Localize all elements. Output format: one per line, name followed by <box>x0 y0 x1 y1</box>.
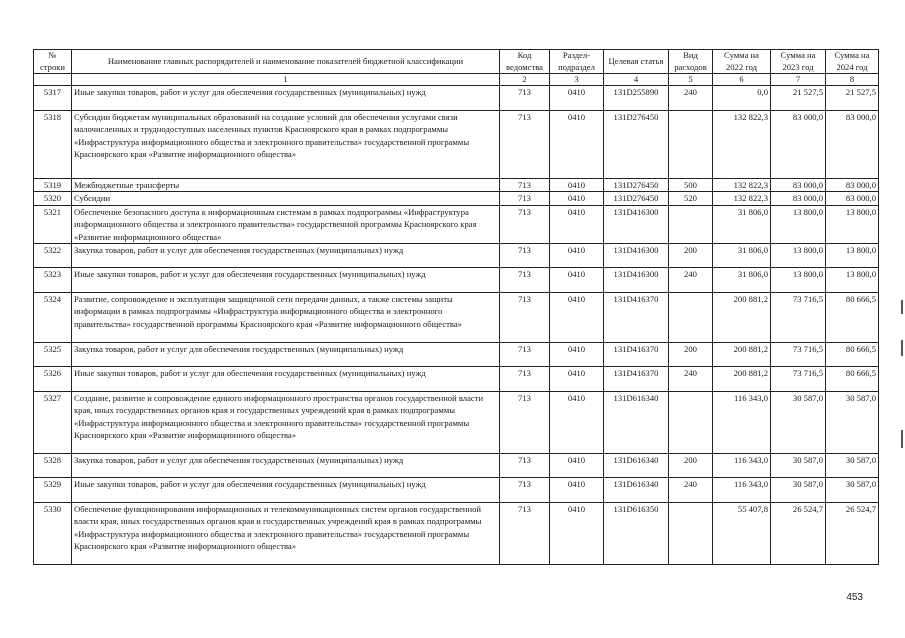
column-number-row <box>34 74 879 86</box>
section-code: 0410 <box>550 367 604 392</box>
expense-kind: 500 <box>669 179 713 192</box>
section-code: 0410 <box>550 86 604 111</box>
target-article: 131D416370 <box>604 367 669 392</box>
section-code: 0410 <box>550 179 604 192</box>
department-code: 713 <box>500 293 550 343</box>
sum-2022: 116 343,0 <box>713 392 771 454</box>
header-section: Раздел-подраздел <box>550 50 604 74</box>
row-name: Субсидии бюджетам муниципальных образований на создание условий для обеспечения услугами связи малочисленных и труднодоступных населенных пунктов Красноярского края в рамках подпрограммы «Инфраструктура информационного общества и электронного правительства» государственной программы Красноярского края «Развитие информационного общества» <box>72 111 500 179</box>
table-row <box>34 205 879 243</box>
table-row <box>34 179 879 192</box>
department-code: 713 <box>500 244 550 268</box>
row-name: Иные закупки товаров, работ и услуг для обеспечения государственных (муниципальных) нужд <box>72 367 500 392</box>
target-article: 131D616340 <box>604 454 669 478</box>
department-code: 713 <box>500 367 550 392</box>
sum-2022: 132 822,3 <box>713 111 771 179</box>
column-number <box>34 74 72 86</box>
sum-2023: 73 716,5 <box>771 293 826 343</box>
row-name: Закупка товаров, работ и услуг для обеспечения государственных (муниципальных) нужд <box>72 343 500 367</box>
sum-2023: 26 524,7 <box>771 503 826 565</box>
sum-2022: 116 343,0 <box>713 478 771 503</box>
sum-2022: 31 806,0 <box>713 268 771 293</box>
row-name: Иные закупки товаров, работ и услуг для обеспечения государственных (муниципальных) нужд <box>72 478 500 503</box>
table-row <box>34 293 879 343</box>
table-row <box>34 268 879 293</box>
row-name: Субсидии <box>72 192 500 205</box>
row-name: Иные закупки товаров, работ и услуг для обеспечения государственных (муниципальных) нужд <box>72 268 500 293</box>
sum-2024: 30 587,0 <box>826 478 879 503</box>
expense-kind: 200 <box>669 343 713 367</box>
sum-2022: 200 881,2 <box>713 367 771 392</box>
department-code: 713 <box>500 343 550 367</box>
section-code: 0410 <box>550 343 604 367</box>
section-code: 0410 <box>550 244 604 268</box>
target-article: 131D616340 <box>604 478 669 503</box>
row-number: 5324 <box>34 293 72 343</box>
section-code: 0410 <box>550 503 604 565</box>
table-body <box>34 86 879 565</box>
table-row <box>34 454 879 478</box>
department-code: 713 <box>500 454 550 478</box>
sum-2024: 30 587,0 <box>826 392 879 454</box>
department-code: 713 <box>500 179 550 192</box>
column-number: 3 <box>550 74 604 86</box>
expense-kind: 520 <box>669 192 713 205</box>
header-department-code: Код ведомства <box>500 50 550 74</box>
row-number: 5322 <box>34 244 72 268</box>
table-row <box>34 111 879 179</box>
row-name: Обеспечение функционирования информационных и телекоммуникационных систем органов государственной власти края, иных государственных органов края и государственных учреждений края в рамках подпрограммы «Инфраструктура информационного общества и электронного правительства» государственной программы Красноярского края «Развитие информационного общества» <box>72 503 500 565</box>
expense-kind: 240 <box>669 86 713 111</box>
sum-2022: 132 822,3 <box>713 179 771 192</box>
section-code: 0410 <box>550 111 604 179</box>
sum-2024: 83 000,0 <box>826 111 879 179</box>
section-code: 0410 <box>550 293 604 343</box>
column-number: 4 <box>604 74 669 86</box>
target-article: 131D616340 <box>604 392 669 454</box>
sum-2023: 83 000,0 <box>771 111 826 179</box>
row-name: Иные закупки товаров, работ и услуг для обеспечения государственных (муниципальных) нужд <box>72 86 500 111</box>
sum-2022: 132 822,3 <box>713 192 771 205</box>
table-row <box>34 192 879 205</box>
target-article: 131D616350 <box>604 503 669 565</box>
target-article: 131D276450 <box>604 179 669 192</box>
target-article: 131D416300 <box>604 205 669 243</box>
sum-2022: 55 407,8 <box>713 503 771 565</box>
sum-2023: 73 716,5 <box>771 367 826 392</box>
target-article: 131D416300 <box>604 268 669 293</box>
row-name: Закупка товаров, работ и услуг для обеспечения государственных (муниципальных) нужд <box>72 454 500 478</box>
expense-kind: 200 <box>669 244 713 268</box>
sum-2023: 13 800,0 <box>771 268 826 293</box>
expense-kind <box>669 293 713 343</box>
sum-2024: 83 000,0 <box>826 179 879 192</box>
row-number: 5321 <box>34 205 72 243</box>
department-code: 713 <box>500 268 550 293</box>
sum-2023: 21 527,5 <box>771 86 826 111</box>
table-row <box>34 392 879 454</box>
sum-2023: 83 000,0 <box>771 179 826 192</box>
column-number: 7 <box>771 74 826 86</box>
sum-2023: 73 716,5 <box>771 343 826 367</box>
sum-2024: 83 000,0 <box>826 192 879 205</box>
sum-2022: 31 806,0 <box>713 205 771 243</box>
column-number: 8 <box>826 74 879 86</box>
target-article: 131D416370 <box>604 343 669 367</box>
department-code: 713 <box>500 192 550 205</box>
section-code: 0410 <box>550 192 604 205</box>
sum-2022: 0,0 <box>713 86 771 111</box>
row-number: 5317 <box>34 86 72 111</box>
row-number: 5326 <box>34 367 72 392</box>
row-number: 5328 <box>34 454 72 478</box>
sum-2023: 13 800,0 <box>771 205 826 243</box>
table-row <box>34 343 879 367</box>
row-name: Закупка товаров, работ и услуг для обеспечения государственных (муниципальных) нужд <box>72 244 500 268</box>
header-sum-2024: Сумма на 2024 год <box>826 50 879 74</box>
expense-kind: 240 <box>669 268 713 293</box>
sum-2022: 116 343,0 <box>713 454 771 478</box>
section-code: 0410 <box>550 205 604 243</box>
sum-2024: 13 800,0 <box>826 244 879 268</box>
column-number: 6 <box>713 74 771 86</box>
header-sum-2023: Сумма на 2023 год <box>771 50 826 74</box>
sum-2024: 80 666,5 <box>826 293 879 343</box>
row-number: 5330 <box>34 503 72 565</box>
row-name: Развитие, сопровождение и эксплуатация защищенной сети передачи данных, а также системы защиты информации в рамках подпрограммы «Инфраструктура информационного общества и электронного правительства» государственной программы Красноярского края «Развитие информационного общества» <box>72 293 500 343</box>
target-article: 131D416300 <box>604 244 669 268</box>
expense-kind <box>669 392 713 454</box>
row-number: 5320 <box>34 192 72 205</box>
department-code: 713 <box>500 503 550 565</box>
sum-2022: 200 881,2 <box>713 293 771 343</box>
section-code: 0410 <box>550 268 604 293</box>
table-header <box>34 50 879 86</box>
row-number: 5329 <box>34 478 72 503</box>
department-code: 713 <box>500 205 550 243</box>
header-expense-kind: Вид расходов <box>669 50 713 74</box>
expense-kind <box>669 205 713 243</box>
sum-2023: 30 587,0 <box>771 392 826 454</box>
row-name: Создание, развитие и сопровождение единого информационного пространства органов государственной власти края, иных государственных органов края и государственных учреждений края в рамках подпрограммы «Инфраструктура информационного общества и электронного правительства» государственной программы Красноярского края «Развитие информационного общества» <box>72 392 500 454</box>
sum-2024: 21 527,5 <box>826 86 879 111</box>
sum-2023: 83 000,0 <box>771 192 826 205</box>
target-article: 131D276450 <box>604 111 669 179</box>
column-number: 5 <box>669 74 713 86</box>
target-article: 131D276450 <box>604 192 669 205</box>
sum-2024: 30 587,0 <box>826 454 879 478</box>
row-number: 5318 <box>34 111 72 179</box>
scan-edge-mark <box>901 340 903 356</box>
department-code: 713 <box>500 111 550 179</box>
sum-2023: 30 587,0 <box>771 454 826 478</box>
budget-table <box>33 49 879 565</box>
table-row <box>34 86 879 111</box>
sum-2024: 26 524,7 <box>826 503 879 565</box>
header-name: Наименование главных распорядителей и наименование показателей бюджетной классификации <box>72 50 500 74</box>
sum-2023: 30 587,0 <box>771 478 826 503</box>
sum-2024: 80 666,5 <box>826 343 879 367</box>
sum-2024: 80 666,5 <box>826 367 879 392</box>
row-number: 5323 <box>34 268 72 293</box>
row-number: 5319 <box>34 179 72 192</box>
department-code: 713 <box>500 478 550 503</box>
section-code: 0410 <box>550 392 604 454</box>
sum-2023: 13 800,0 <box>771 244 826 268</box>
page-number: 453 <box>846 592 863 603</box>
header-row-number: № строки <box>34 50 72 74</box>
scan-edge-mark <box>901 430 903 448</box>
row-name: Обеспечение безопасного доступа к информационным системам в рамках подпрограммы «Инфраструктура информационного общества и электронного правительства» государственной программы Красноярского края «Развитие информационного общества» <box>72 205 500 243</box>
row-name: Межбюджетные трансферты <box>72 179 500 192</box>
table-row <box>34 503 879 565</box>
expense-kind: 200 <box>669 454 713 478</box>
sum-2022: 200 881,2 <box>713 343 771 367</box>
header-target-article: Целевая статья <box>604 50 669 74</box>
header-sum-2022: Сумма на 2022 год <box>713 50 771 74</box>
table-row <box>34 367 879 392</box>
column-number: 1 <box>72 74 500 86</box>
sum-2022: 31 806,0 <box>713 244 771 268</box>
sum-2024: 13 800,0 <box>826 268 879 293</box>
section-code: 0410 <box>550 478 604 503</box>
column-number: 2 <box>500 74 550 86</box>
department-code: 713 <box>500 86 550 111</box>
section-code: 0410 <box>550 454 604 478</box>
department-code: 713 <box>500 392 550 454</box>
expense-kind <box>669 503 713 565</box>
expense-kind: 240 <box>669 367 713 392</box>
expense-kind: 240 <box>669 478 713 503</box>
table-row <box>34 478 879 503</box>
target-article: 131D255890 <box>604 86 669 111</box>
target-article: 131D416370 <box>604 293 669 343</box>
row-number: 5327 <box>34 392 72 454</box>
table-row <box>34 244 879 268</box>
sum-2024: 13 800,0 <box>826 205 879 243</box>
row-number: 5325 <box>34 343 72 367</box>
scan-edge-mark <box>901 300 903 314</box>
expense-kind <box>669 111 713 179</box>
